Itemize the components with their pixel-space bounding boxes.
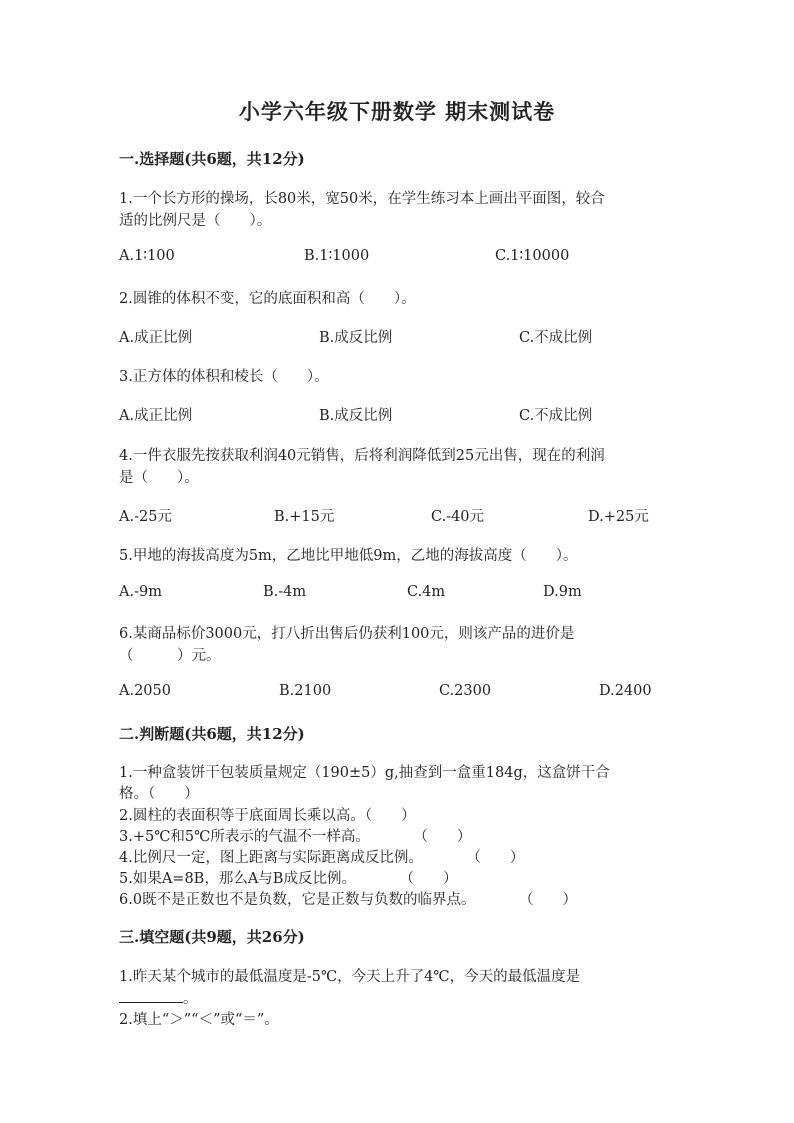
q3-stem: 3.正方体的体积和棱长（ ）。 <box>119 369 329 385</box>
answer-blank <box>119 988 183 1003</box>
q4-option-d: D.+25元 <box>588 509 649 525</box>
q6-option-a: A.2050 <box>119 683 171 699</box>
judge-item-1-line2: 格。（ ） <box>119 786 199 802</box>
q5-option-d: D.9m <box>543 584 582 600</box>
q6-option-d: D.2400 <box>599 683 652 699</box>
q1-option-c: C.1∶10000 <box>495 248 570 264</box>
fill-q2: 2.填上“＞”“＜”或“＝”。 <box>119 1012 279 1028</box>
judge-item-3: 3.+5℃和5℃所表示的气温不一样高。 （ ） <box>119 829 472 845</box>
q4-option-a: A.-25元 <box>119 509 172 525</box>
q4-option-b: B.+15元 <box>274 509 335 525</box>
fill-q1-line1: 1.昨天某个城市的最低温度是-5℃，今天上升了4℃，今天的最低温度是 <box>119 969 581 985</box>
q4-stem-line2: 是（ ）。 <box>119 470 199 486</box>
q6-stem-line1: 6.某商品标价3000元，打八折出售后仍获利100元，则该产品的进价是 <box>119 626 575 642</box>
q5-option-c: C.4m <box>407 584 446 600</box>
q2-stem: 2.圆锥的体积不变，它的底面积和高（ ）。 <box>119 291 416 307</box>
q1-option-b: B.1∶1000 <box>304 248 370 264</box>
judge-item-2: 2.圆柱的表面积等于底面周长乘以高。（ ） <box>119 808 416 824</box>
q4-option-c: C.-40元 <box>431 509 485 525</box>
q1-stem-line2: 适的比例尺是（ ）。 <box>119 213 272 229</box>
section-fill-heading: 三.填空题(共9题，共26分) <box>119 928 305 946</box>
judge-item-6: 6.0既不是正数也不是负数，它是正数与负数的临界点。 （ ） <box>119 892 578 908</box>
q5-stem: 5.甲地的海拔高度为5m，乙地比甲地低9m，乙地的海拔高度（ ）。 <box>119 548 578 564</box>
judge-item-1-line1: 1.一种盒装饼干包装质量规定（190±5）g,抽查到一盒重184g，这盒饼干合 <box>119 765 610 781</box>
q4-stem-line1: 4.一件衣服先按获取利润40元销售，后将利润降低到25元出售，现在的利润 <box>119 448 605 464</box>
q5-option-b: B.-4m <box>263 584 307 600</box>
fill-q1-period: 。 <box>183 991 198 1007</box>
page-title: 小学六年级下册数学 期末测试卷 <box>238 99 556 124</box>
section-choice-heading: 一.选择题(共6题，共12分) <box>119 150 305 168</box>
q2-option-c: C.不成比例 <box>519 330 593 346</box>
judge-item-5: 5.如果A=8B，那么A与B成反比例。 （ ） <box>119 871 458 887</box>
q6-stem-line2: （ ）元。 <box>119 648 221 664</box>
q3-option-c: C.不成比例 <box>519 408 593 424</box>
q3-option-a: A.成正比例 <box>119 408 193 424</box>
q6-option-b: B.2100 <box>279 683 332 699</box>
q1-stem-line1: 1.一个长方形的操场，长80米，宽50米，在学生练习本上画出平面图，较合 <box>119 191 605 207</box>
q6-option-c: C.2300 <box>439 683 492 699</box>
q2-option-a: A.成正比例 <box>119 330 193 346</box>
section-judge-heading: 二.判断题(共6题，共12分) <box>119 725 305 743</box>
q5-option-a: A.-9m <box>119 584 162 600</box>
q1-option-a: A.1∶100 <box>119 248 175 264</box>
q3-option-b: B.成反比例 <box>319 408 393 424</box>
q2-option-b: B.成反比例 <box>319 330 393 346</box>
judge-item-4: 4.比例尺一定，图上距离与实际距离成反比例。 （ ） <box>119 850 525 866</box>
fill-q1-line2 <box>119 987 679 1008</box>
